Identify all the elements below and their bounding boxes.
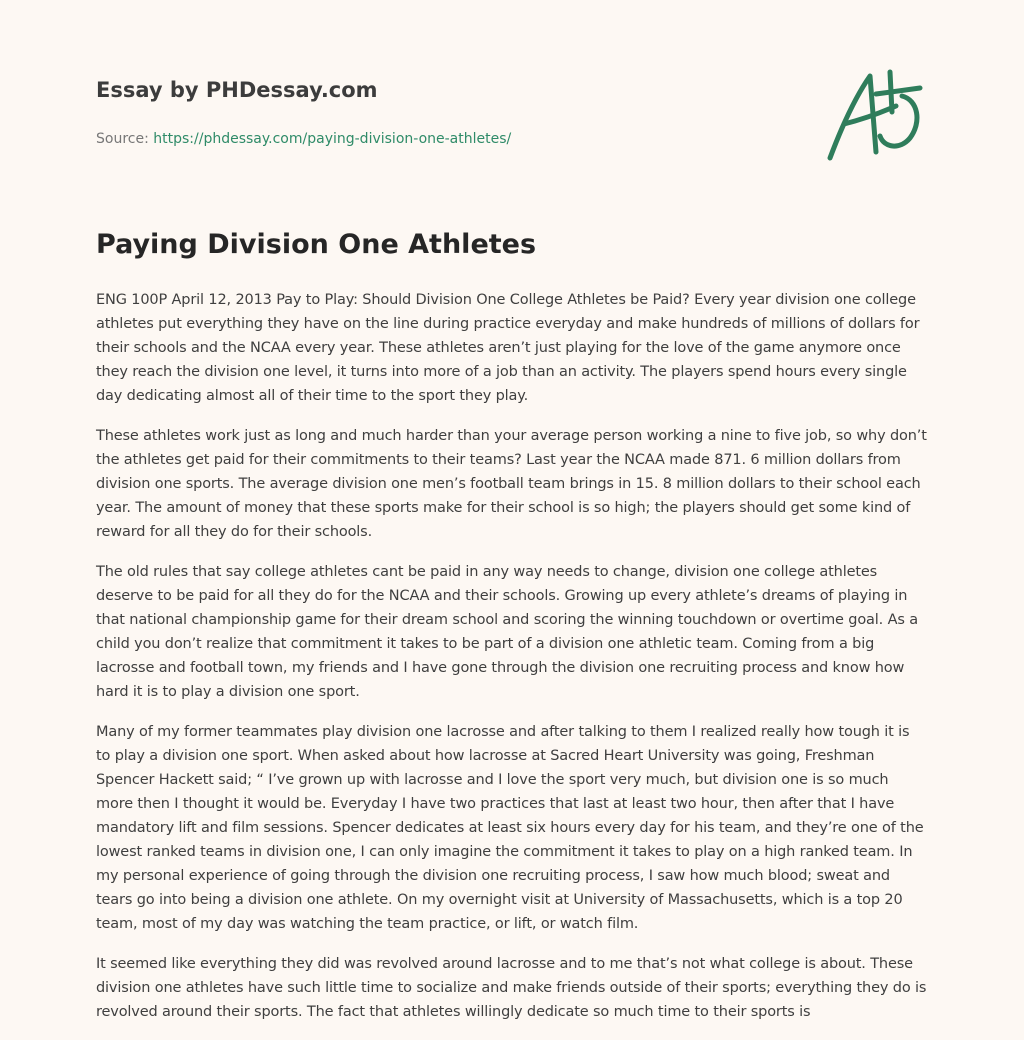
essay-paragraph: These athletes work just as long and much harder than your average person working a nine to five job, so why don’t the athletes get paid for their commitments to their teams? Last year the NCAA made 871. 6 million dollars from division one sports. The average division one men’s football team brings in 15. 8 million dollars to their school each year. The amount of money that these sports make for their school is so high; the players should get some kind of reward for all they do for their schools. <box>96 428 927 540</box>
essay-header <box>96 76 796 148</box>
a-plus-logo-icon <box>820 66 930 166</box>
essay-paragraph: The old rules that say college athletes cant be paid in any way needs to change, division one college athletes deserve to be paid for all they do for the NCAA and their schools. Growing up every athlete’s dreams of playing in that national championship game for their dream school and scoring the winning touchdown or overtime goal. As a child you don’t realize that commitment it takes to be part of a division one athletic team. Coming from a big lacrosse and football town, my friends and I have gone through the division one recruiting process and know how hard it is to play a division one sport. <box>96 564 918 700</box>
essay-paragraph: It seemed like everything they did was revolved around lacrosse and to me that’s not what college is about. These division one athletes have such little time to socialize and make friends outside of their sports; everything they do is revolved around their sports. The fact that athletes willingly dedicate so much time to their sports is <box>96 956 927 1020</box>
source-label: Source: <box>96 131 149 147</box>
essay-paragraph: ENG 100P April 12, 2013 Pay to Play: Should Division One College Athletes be Paid? Every year division one college athletes put everything they have on the line during practice everyday and make hundreds of millions of dollars for their schools and the NCAA every year. These athletes aren’t just playing for the love of the game anymore once they reach the division one level, it turns into more of a job than an activity. The players spend hours every single day dedicating almost all of their time to the sport they play. <box>96 292 920 404</box>
source-line <box>96 130 796 148</box>
essay-title: Paying Division One Athletes <box>96 229 537 260</box>
essay-content <box>96 226 928 1040</box>
brand-title: Essay by PHDessay.com <box>96 78 378 102</box>
essay-paragraph: Many of my former teammates play division one lacrosse and after talking to them I realized really how tough it is to play a division one sport. When asked about how lacrosse at Sacred Heart University was going, Freshman Spencer Hackett said; “ I’ve grown up with lacrosse and I love the sport very much, but division one is so much more then I thought it would be. Everyday I have two practices that last at least two hour, then after that I have mandatory lift and film sessions. Spencer dedicates at least six hours every day for his team, and they’re one of the lowest ranked teams in division one, I can only imagine the commitment it takes to play on a high ranked team. In my personal experience of going through the division one recruiting process, I saw how much blood; sweat and tears go into being a division one athlete. On my overnight visit at University of Massachusetts, which is a top 20 team, most of my day was watching the team practice, or lift, or watch film. <box>96 724 924 932</box>
source-link[interactable]: https://phdessay.com/paying-division-one-athletes/ <box>153 131 512 147</box>
